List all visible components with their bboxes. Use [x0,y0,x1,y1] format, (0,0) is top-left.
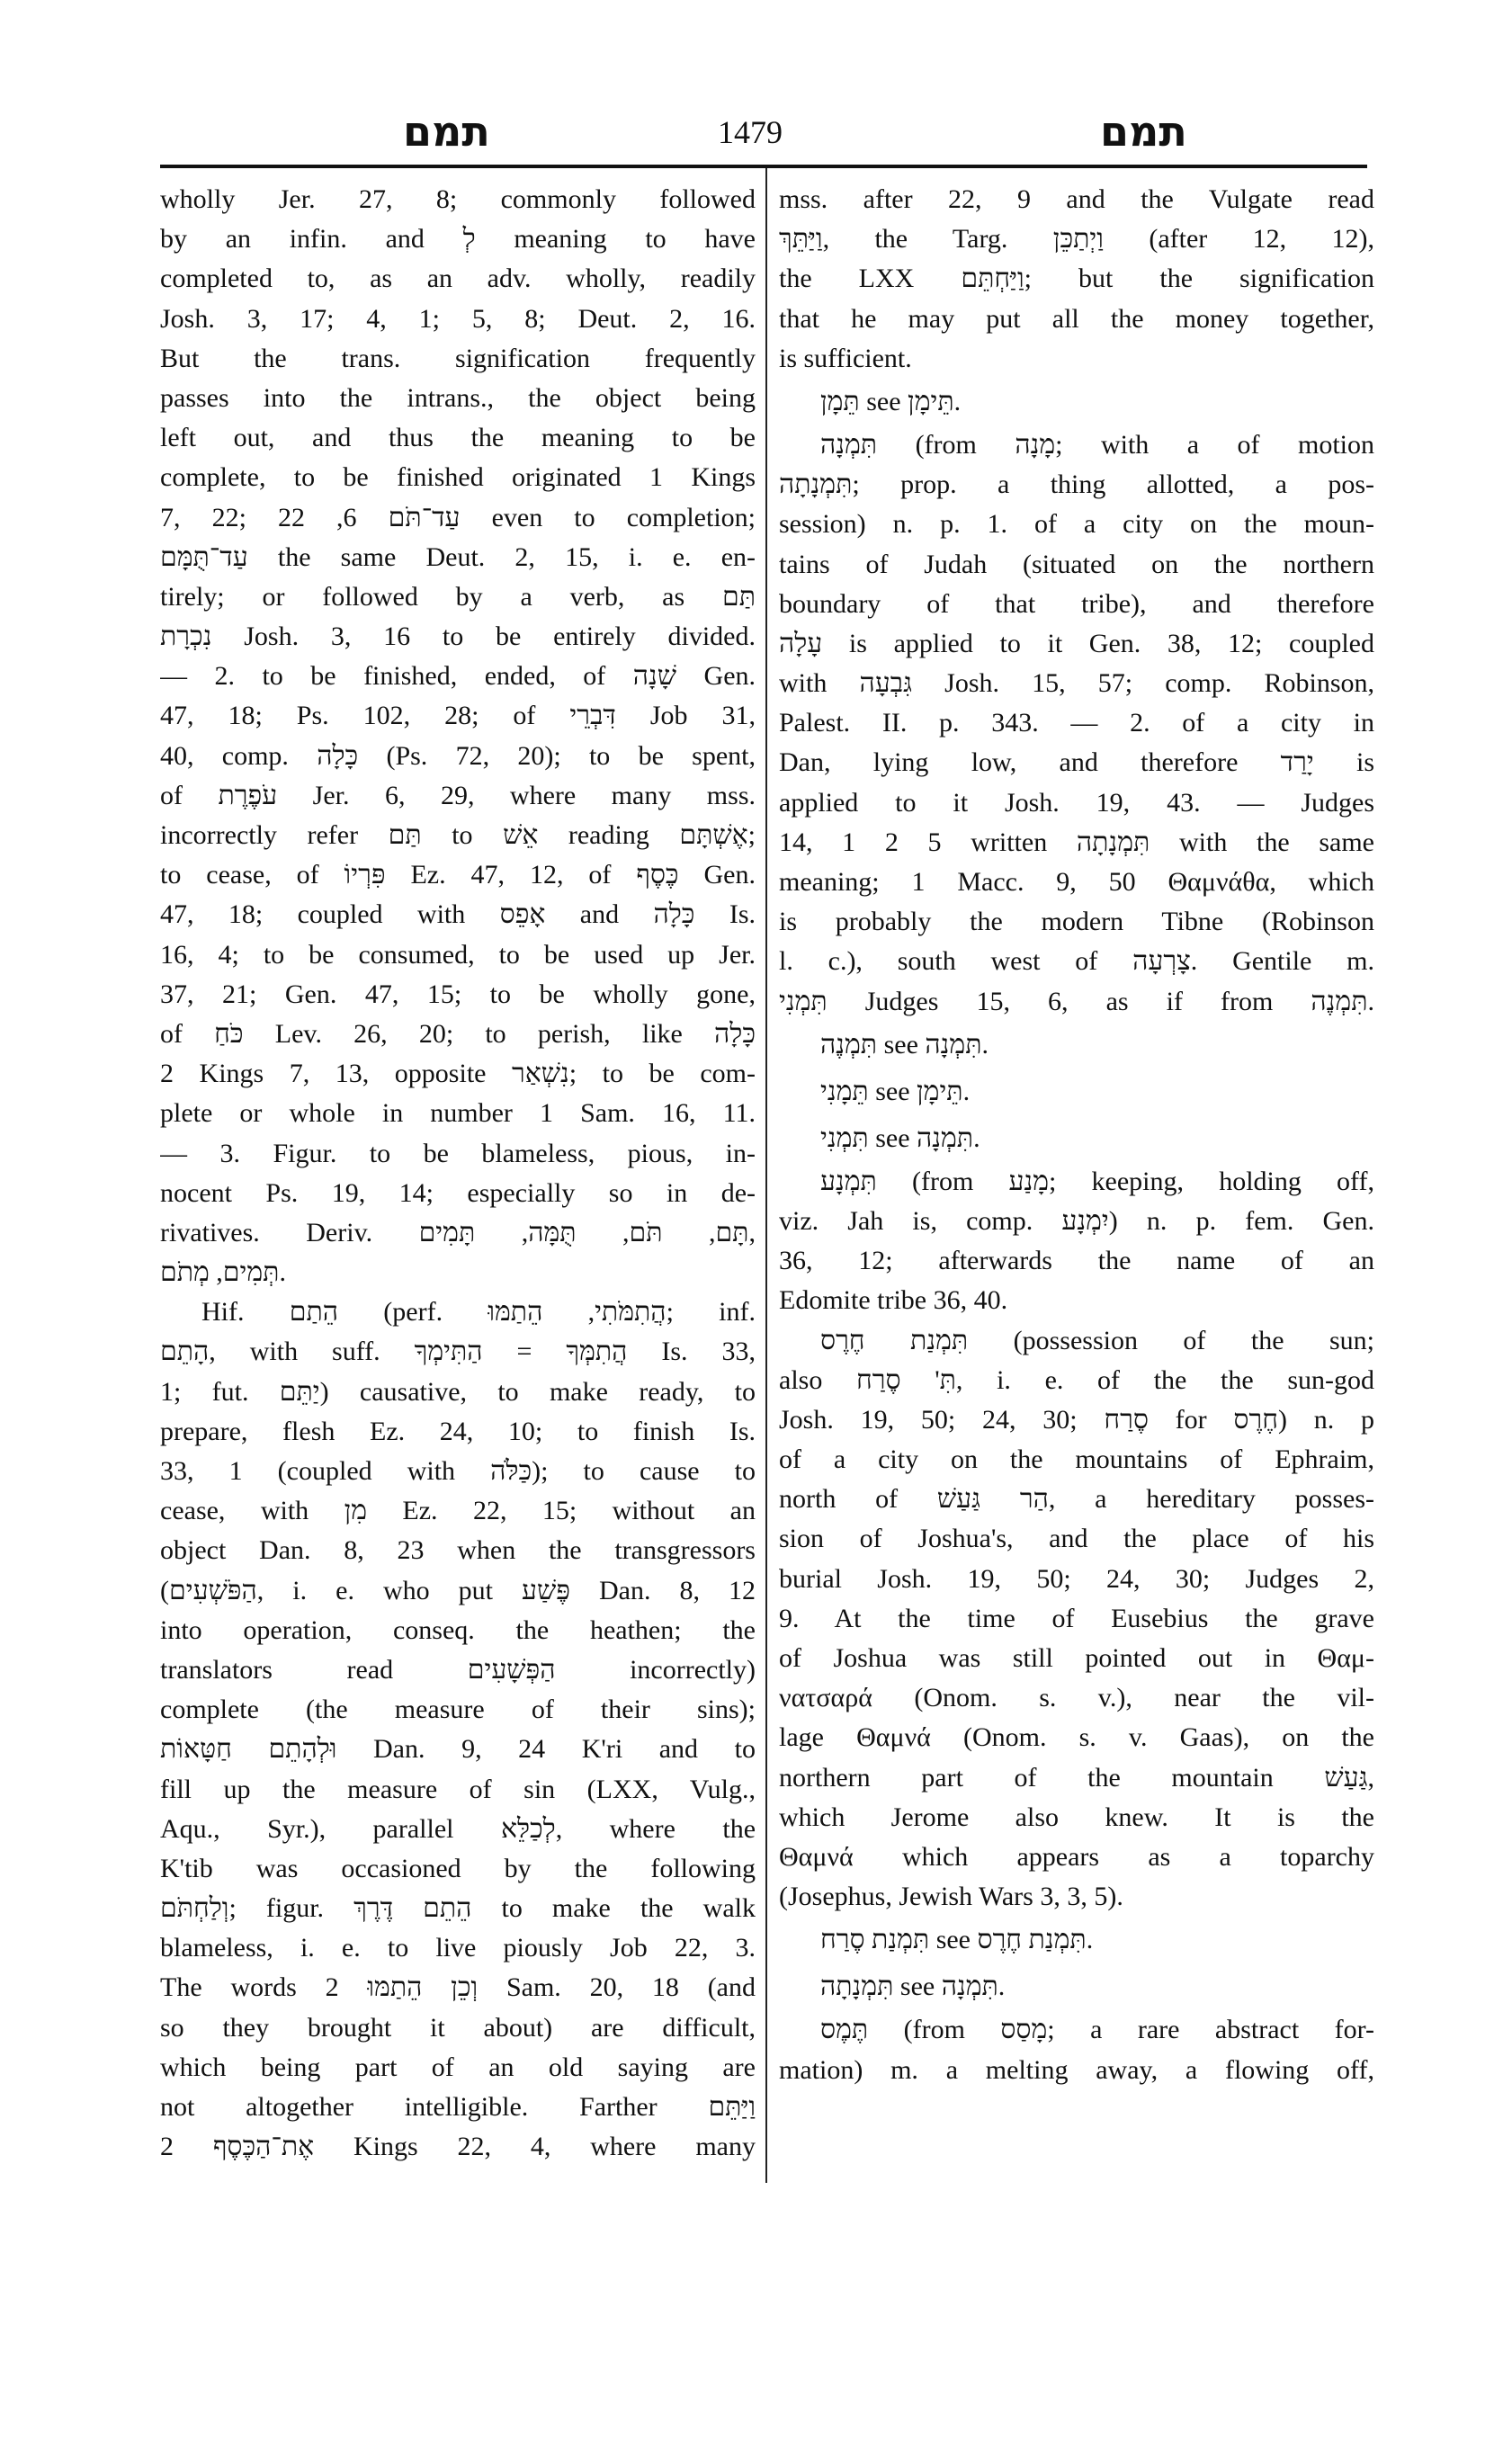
text-line: תִּמְנִי Judges 15, 6, as if from תִּמְנֶה. [779,986,1374,1016]
text-line: 47, 18; coupled with אָפֵס and כָּלָה Is. [160,899,756,930]
text-line: 1; fut. יַתֵּם) causative, to make ready, to [160,1376,756,1407]
text-line: 16, 4; to be consumed, to be used up Jer. [160,939,756,970]
text-line: אֶת־הַכֶּסֶף 2 Kings 22, 4, where many [160,2132,756,2162]
text-line: with גִּבְעָה Josh. 15, 57; comp. Robinson, [779,668,1374,699]
text-line: mation) m. a melting away, a flowing off, [779,2054,1374,2085]
text-line: תִּמְנָתָה see תִּמְנָה. [820,1972,1006,2002]
text-line: תֵּמָנִי see תֵּימָן. [820,1076,971,1106]
text-line: completed to, as an adv. wholly, readily [160,264,756,294]
text-line: תְּמִים, מְתֹם. [160,1257,286,1288]
text-line: Josh. 3, 17; 4, 1; 5, 8; Deut. 2, 16. [160,303,756,334]
text-line: by an infin. and לְ meaning to have [160,224,756,255]
text-line: Θαμνά which appears as a toparchy [779,1841,1374,1872]
text-line: applied to it Josh. 19, 43. — Judges [779,787,1374,818]
text-line: 47, 18; Ps. 102, 28; of דִּבְרֵי Job 31, [160,701,756,731]
page-number: 1479 [718,114,783,150]
text-line: prepare, flesh Ez. 24, 10; to finish Is. [160,1416,756,1446]
text-line: burial Josh. 19, 50; 24, 30; Judges 2, [779,1563,1374,1594]
text-line: Josh. 19, 50; 24, 30; סֶרַח for חֶרֶס) n. p [779,1404,1374,1435]
text-line: 7, 22; עַד־תֹּם 6, 22 even to completion; [160,502,756,532]
text-line: the LXX וַיַּחְתֵּם; but the signification [779,264,1374,294]
text-line: נִכְרָת Josh. 3, 16 to be entirely divided. [160,621,756,652]
text-line: meaning; 1 Macc. 9, 50 Θαμνάθα, which [779,867,1374,897]
left-column [160,180,756,2167]
text-line: תִּמְנֶה see תִּמְנָה. [820,1029,989,1060]
text-line: Aqu., Syr.), parallel לְכַלֵּא, where the [160,1813,756,1844]
text-line: Edomite tribe 36, 40. [779,1285,1008,1316]
text-line: tirely; or followed by a verb, as תַּם [160,581,756,612]
text-line: nocent Ps. 19, 14; especially so in de- [160,1177,756,1208]
text-line: 36, 12; afterwards the name of an [779,1246,1374,1276]
text-line: תִּמְנָה (from מָנָה; with a of motion [820,429,1374,460]
text-line: תִּמְנִי see תִּמְנָה. [820,1122,980,1153]
text-line: rivatives. Deriv. תָּם, תֹּם, תֻּמָּה, תָּמִים, [160,1217,756,1247]
text-line: 37, 21; Gen. 47, 15; to be wholly gone, [160,979,756,1009]
text-line: incorrectly refer תַּם to אֵשׁ reading אֶשְׁתָּם; [160,820,756,850]
text-line: lage Θαμνά (Onom. s. v. Gaas), on the [779,1722,1374,1753]
text-line: which being part of an old saying are [160,2052,756,2082]
page-header [160,106,1367,156]
text-line: Dan, lying low, and therefore יָרַד is [779,747,1374,778]
text-line: — 3. Figur. to be blameless, pious, in- [160,1138,756,1168]
text-line: l. c.), south west of צָרְעָה. Gentile m. [779,946,1374,977]
column-divider [765,168,767,2183]
text-line: — 2. to be finished, ended, of שָׁנָה Gen. [160,661,756,692]
text-line: fill up the measure of sin (LXX, Vulg., [160,1774,756,1804]
text-line: north of הַר גַּעַשׁ, a hereditary posses- [779,1484,1374,1515]
text-line: to cease, of פִּרְיוֹ Ez. 47, 12, of כֶּסֶף Gen. [160,860,756,890]
text-line: northern part of the mountain גַּעַשׁ, [779,1762,1374,1793]
text-line: 33, 1 (coupled with כַּלֹּה); to cause to [160,1456,756,1486]
right-running-headword: תמם [1100,107,1187,156]
text-line: left out, and thus the meaning to be [160,423,756,453]
text-line: so they brought it about) are difficult, [160,2012,756,2043]
right-column [779,180,1374,2090]
text-line: K'tib was occasioned by the following [160,1853,756,1883]
text-line: תֵּמָן see תֵּימָן. [820,386,962,416]
left-running-headword: תמם [403,107,490,156]
text-line: complete, to be finished originated 1 Kings [160,462,756,493]
text-line: translators read הַפְּשָׁעִים incorrectly) [160,1654,756,1685]
text-line: תִּמְנָע (from מָנַע; keeping, holding off, [820,1166,1374,1196]
text-line: וַיַּתֵּךְ, the Targ. וַיְתַכֵּן (after 12, 12), [779,224,1374,255]
text-line: עַד־תֻּמָּם the same Deut. 2, 15, i. e. en- [160,541,756,572]
text-line: עָלָה is applied to it Gen. 38, 12; coupled [779,628,1374,658]
text-line: 40, comp. כָּלָה (Ps. 72, 20); to be spent, [160,740,756,771]
text-line: not altogether intelligible. Farther וַיַּתֵּם [160,2092,756,2122]
text-line: also תִּ' סֶרַח, i. e. of the the sun-god [779,1364,1374,1395]
text-line: which Jerome also knew. It is the [779,1802,1374,1832]
text-line: νατσαρά (Onom. s. v.), near the vil- [779,1683,1374,1713]
text-line: of כֹּחַ Lev. 26, 20; to perish, like כָּלָה [160,1018,756,1049]
text-line: Palest. II. p. 343. — 2. of a city in [779,708,1374,738]
header-rule [160,165,1367,168]
text-line: וְלַחְתֹּם; figur. הֵתֵם דֶּרֶךְ to make the walk [160,1893,756,1924]
text-line: cease, with מִן Ez. 22, 15; without an [160,1496,756,1526]
text-line: 9. At the time of Eusebius the grave [779,1603,1374,1633]
text-line: that he may put all the money together, [779,303,1374,334]
text-line: of a city on the mountains of Ephraim, [779,1444,1374,1475]
text-line: boundary of that tribe), and therefore [779,588,1374,619]
text-line: תִּמְנָתָה; prop. a thing allotted, a pos- [779,469,1374,500]
text-line: viz. Jah is, comp. יִמְנָע) n. p. fem. Gen. [779,1205,1374,1236]
text-line: 2 Kings 7, 13, opposite נִשְׁאַר; to be com- [160,1059,756,1089]
text-line: mss. after 22, 9 and the Vulgate read [779,184,1374,214]
text-line: Hif. הֵתַם (perf. הֲתִמֹּתִי, הֵתַמּוּ; inf. [201,1297,756,1328]
text-line: תִּמְנַת חֶרֶס (possession of the sun; [820,1325,1374,1355]
text-line: is sufficient. [779,343,912,373]
text-line: blameless, i. e. to live piously Job 22, 3. [160,1933,756,1963]
text-line: (הַפֹּשְׁעִים, i. e. who put פֶּשַׁע Dan. 8, 12 [160,1575,756,1605]
text-line: The words וְכֵן הֵתַמּוּ 2 Sam. 20, 18 (and [160,1972,756,2003]
text-line: sion of Joshua's, and the place of his [779,1524,1374,1554]
text-line: תֶּמֶס (from מָסַס; a rare abstract for- [820,2015,1374,2045]
text-line: 14, 1 2 5 written תִּמְנָתָה with the same [779,827,1374,857]
text-line: תִּמְנַת סֶרַח see תִּמְנַת חֶרֶס. [820,1925,1094,1955]
text-line: הָתֵם, with suff. הֲתִמְּךָ = הַתִּימְךָ Is. 33, [160,1337,756,1367]
text-line: passes into the intrans., the object being [160,382,756,413]
text-line: plete or whole in number 1 Sam. 16, 11. [160,1098,756,1129]
text-line: session) n. p. 1. of a city on the moun- [779,509,1374,540]
text-line: into operation, conseq. the heathen; the [160,1614,756,1645]
text-line: object Dan. 8, 23 when the transgressors [160,1535,756,1566]
text-line: וּלְהָתֵם חַטָּאוֹת Dan. 9, 24 K'ri and to [160,1734,756,1765]
text-line: complete (the measure of their sins); [160,1694,756,1725]
text-line: But the trans. signification frequently [160,343,756,373]
text-line: wholly Jer. 27, 8; commonly followed [160,184,756,214]
text-line: of עֹפֶרֶת Jer. 6, 29, where many mss. [160,780,756,810]
text-line: tains of Judah (situated on the northern [779,549,1374,579]
text-line: of Joshua was still pointed out in Θαμ- [779,1643,1374,1673]
text-line: (Josephus, Jewish Wars 3, 3, 5). [779,1882,1123,1912]
text-line: is probably the modern Tibne (Robinson [779,907,1374,937]
